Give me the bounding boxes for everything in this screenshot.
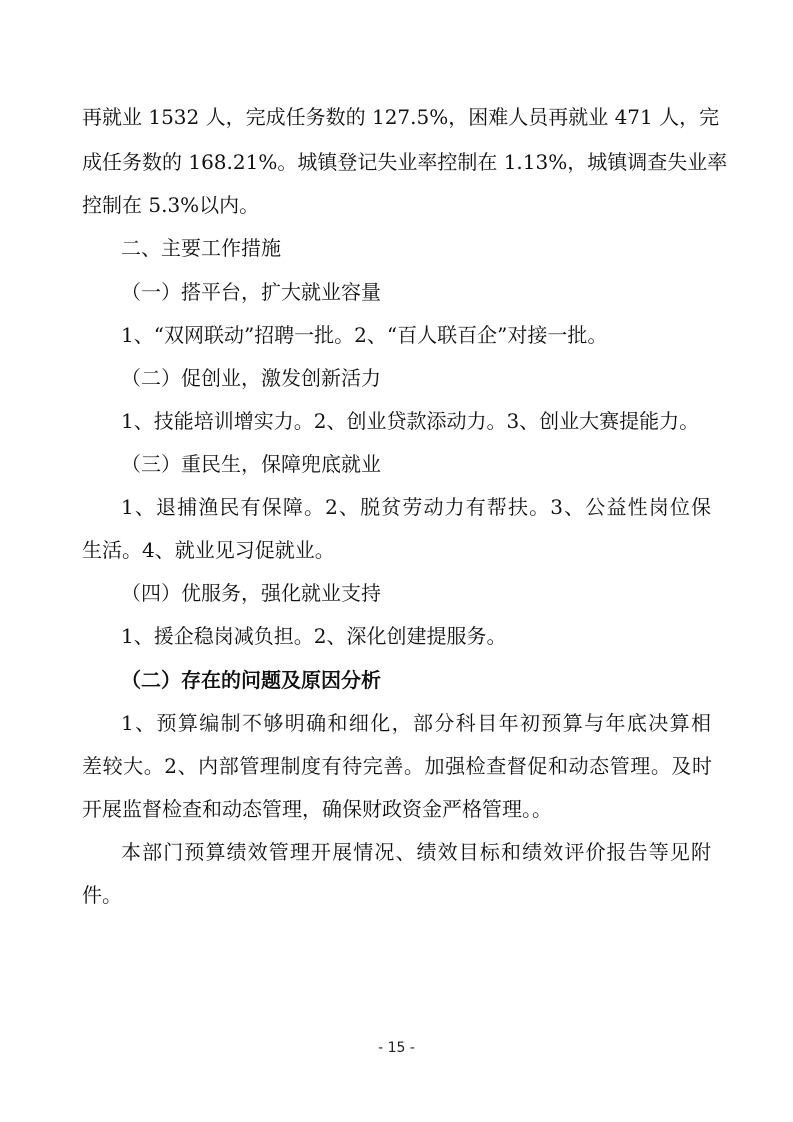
problems-text-line-1: 1、预算编制不够明确和细化，部分科目年初预算与年底决算相: [121, 711, 711, 735]
section-heading-main-measures: 二、主要工作措施: [121, 236, 281, 260]
measure-2-heading: （二）促创业，激发创新活力: [121, 366, 381, 390]
measure-3-text-line-2: 生活。4、就业见习促就业。: [82, 538, 335, 562]
measure-3-text-line-1: 1、退捕渔民有保障。2、脱贫劳动力有帮扶。3、公益性岗位保: [121, 495, 711, 519]
problems-text-line-2: 差较大。2、内部管理制度有待完善。加强检查督促和动态管理。及时: [82, 754, 712, 778]
measure-4-heading: （四）优服务，强化就业支持: [121, 581, 381, 605]
measure-1-heading: （一）搭平台，扩大就业容量: [121, 280, 381, 304]
attachment-note-line-2: 件。: [82, 883, 122, 907]
page-number: - 15 -: [378, 1040, 415, 1056]
problems-heading: （二）存在的问题及原因分析: [121, 668, 381, 692]
intro-line-3: 控制在 5.3%以内。: [82, 193, 260, 217]
measure-2-text: 1、技能培训增实力。2、创业贷款添动力。3、创业大赛提能力。: [121, 409, 700, 433]
intro-line-1: 再就业 1532 人，完成任务数的 127.5%，困难人员再就业 471 人，完: [82, 105, 720, 129]
intro-line-2: 成任务数的 168.21%。城镇登记失业率控制在 1.13%，城镇调查失业率: [82, 150, 728, 174]
attachment-note-line-1: 本部门预算绩效管理开展情况、绩效目标和绩效评价报告等见附: [121, 840, 711, 864]
measure-1-text: 1、“双网联动”招聘一批。2、“百人联百企”对接一批。: [121, 323, 608, 347]
measure-3-heading: （三）重民生，保障兜底就业: [121, 452, 381, 476]
measure-4-text: 1、援企稳岗减负担。2、深化创建提服务。: [121, 624, 507, 648]
problems-text-line-3: 开展监督检查和动态管理，确保财政资金严格管理。。: [82, 797, 552, 821]
